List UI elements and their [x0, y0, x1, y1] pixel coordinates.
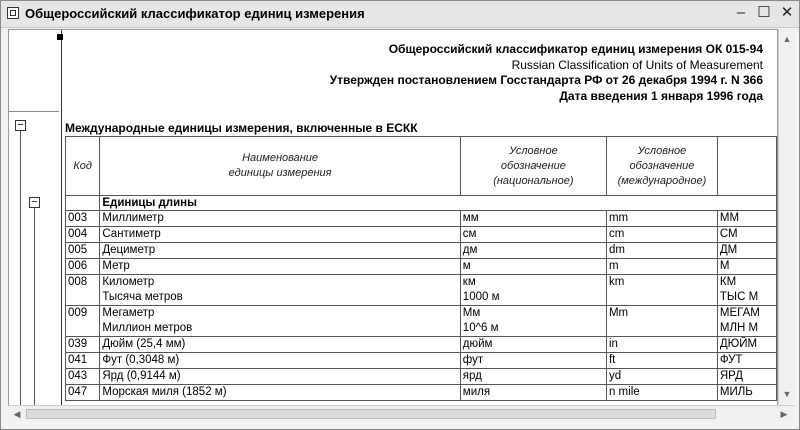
scroll-left-icon[interactable]: ◀ — [13, 409, 21, 419]
gutter-separator — [61, 30, 62, 405]
grouping-gutter — [9, 30, 59, 405]
title-bar[interactable] — [1, 1, 799, 28]
group-title: Единицы длины — [100, 196, 777, 211]
scroll-down-icon[interactable]: ▼ — [782, 389, 792, 399]
collapse-group-icon[interactable]: − — [29, 197, 40, 208]
column-header-international: Условное обозначение (международное) — [606, 137, 717, 196]
maximize-button[interactable]: ☐ — [757, 4, 771, 21]
units-table — [65, 136, 777, 401]
table-row[interactable]: 003 Миллиметр мм mm ММ — [66, 211, 777, 227]
table-header-row — [66, 137, 777, 196]
subgroup-line — [34, 208, 35, 405]
document-icon — [7, 7, 19, 19]
close-button[interactable]: ✕ — [780, 4, 794, 21]
column-header-code: Код — [66, 137, 100, 196]
table-row[interactable]: 004 Сантиметр см cm СМ — [66, 227, 777, 243]
table-row[interactable]: 005 Дециметр дм dm ДМ — [66, 243, 777, 259]
table-row[interactable]: 009 Мегаметр Миллион метров Мм 10^6 м Mm МЕГАМ МЛН М — [66, 306, 777, 337]
document-header — [63, 42, 763, 104]
table-row[interactable]: 041 Фут (0,3048 м) фут ft ФУТ — [66, 353, 777, 369]
minimize-button[interactable]: – — [736, 4, 746, 21]
scroll-up-icon[interactable]: ▲ — [782, 34, 792, 44]
group-row[interactable] — [66, 196, 777, 211]
header-line-3: Утвержден постановлением Госстандарта РФ от 26 декабря 1994 г. N 366 — [329, 73, 763, 87]
group-line — [20, 131, 21, 405]
header-line-1: Общероссийский классификатор единиц измерения ОК 015-94 — [388, 42, 763, 56]
spreadsheet-document[interactable] — [8, 29, 778, 406]
scroll-right-icon[interactable]: ▶ — [780, 409, 788, 419]
table-row[interactable]: 043 Ярд (0,9144 м) ярд yd ЯРД — [66, 369, 777, 385]
column-header-letter-code — [717, 137, 776, 196]
table-row[interactable]: 006 Метр м m М — [66, 259, 777, 275]
table-row[interactable]: 039 Дюйм (25,4 мм) дюйм in ДЮЙМ — [66, 337, 777, 353]
table-row[interactable]: 047 Морская миля (1852 м) миля n mile МИЛЬ — [66, 385, 777, 401]
collapse-section-icon[interactable]: − — [15, 120, 26, 131]
header-line-2: Russian Classification of Units of Measurement — [511, 57, 763, 72]
section-title: Международные единицы измерения, включенные в ЕСКК — [65, 121, 418, 135]
header-line-4: Дата введения 1 января 1996 года — [559, 88, 763, 103]
column-header-national: Условное обозначение (национальное) — [460, 137, 606, 196]
corner-marker — [57, 34, 63, 40]
horizontal-scrollbar[interactable] — [8, 405, 794, 422]
vertical-scrollbar[interactable] — [778, 29, 795, 404]
table-row[interactable]: 008 Километр Тысяча метров км 1000 м km КМ ТЫС М — [66, 275, 777, 306]
window-title: Общероссийский классификатор единиц измерения — [25, 6, 365, 21]
horizontal-scroll-thumb[interactable] — [26, 409, 716, 419]
gutter-divider — [9, 111, 59, 112]
column-header-name: Наименование единицы измерения — [100, 137, 460, 196]
